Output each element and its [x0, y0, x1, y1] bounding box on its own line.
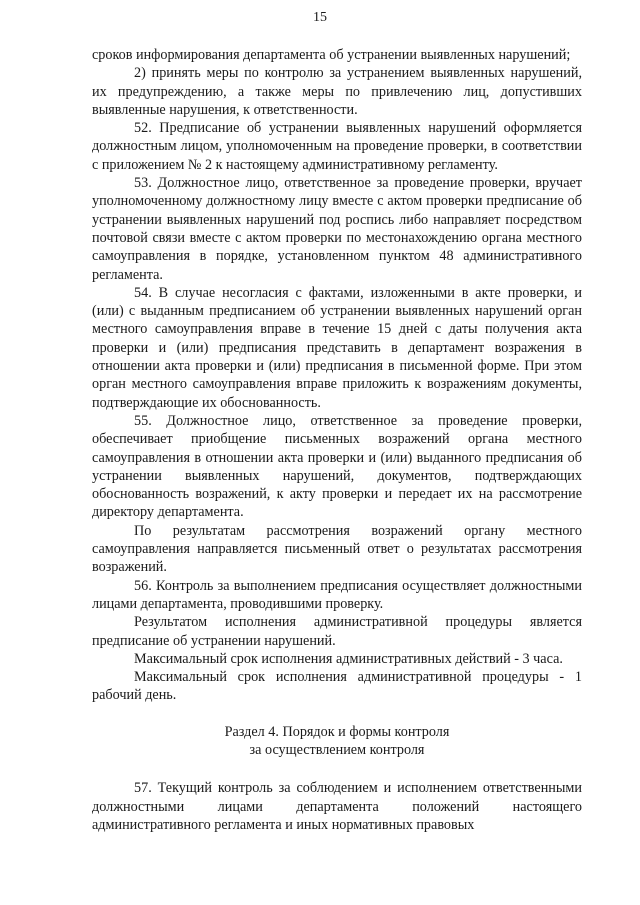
section-heading	[92, 723, 582, 760]
paragraphs-before	[92, 46, 582, 705]
paragraph: По результатам рассмотрения возражений органу местного самоуправления направляется письменный ответ о результатах рассмотрения возражений.	[92, 522, 582, 576]
section-heading-line: за осуществлением контроля	[249, 741, 425, 758]
paragraph: 54. В случае несогласия с фактами, изложенными в акте проверки, и (или) с выданным предписанием об устранении выявленных нарушений орган местного самоуправления вправе в течение 15 дней с даты получения акта проверки и (или) предписания представить в департамент возражения в отношении акта проверки и (или) предписания в письменной форме. При этом орган местного самоуправления вправе приложить к возражениям документы, подтверждающие их обоснованность.	[92, 284, 582, 411]
paragraph: 2) принять меры по контролю за устранением выявленных нарушений, их предупреждению, а также меры по привлечению лиц, допустивших выявленные нарушения, к ответственности.	[92, 65, 582, 118]
section-heading-line: Раздел 4. Порядок и формы контроля	[224, 723, 450, 740]
page-number: 15	[313, 10, 327, 25]
paragraph: 56. Контроль за выполнением предписания осуществляет должностными лицами департамента, проводившими проверку.	[92, 577, 582, 612]
paragraph: 55. Должностное лицо, ответственное за проведение проверки, обеспечивает приобщение письменных возражений органа местного самоуправления в отношении акта проверки и (или) выданного предписания об устранении выявленных нарушений, документов, подтверждающих обоснованность возражений, к акту проверки и передает их на рассмотрение директору департамента.	[92, 412, 582, 521]
paragraphs-after	[92, 779, 582, 834]
paragraph: Максимальный срок исполнения административной процедуры - 1 рабочий день.	[92, 669, 582, 704]
document-body	[92, 46, 582, 834]
paragraph: Максимальный срок исполнения административных действий - 3 часа.	[134, 650, 563, 667]
paragraph: Результатом исполнения административной процедуры является предписание об устранении нарушений.	[92, 614, 582, 649]
paragraph: сроков информирования департамента об устранении выявленных нарушений;	[92, 47, 571, 63]
paragraph: 53. Должностное лицо, ответственное за проведение проверки, вручает уполномоченному должностному лицу вместе с актом проверки предписание об устранении выявленных нарушений под роспись либо направляет посредством почтовой связи вместе с актом проверки по местонахождению органа местного самоуправления в порядке, установленном пунктом 48 административного регламента.	[92, 175, 582, 283]
paragraph: 52. Предписание об устранении выявленных нарушений оформляется должностным лицом, уполномоченным на проведение проверки, в соответствии с приложением № 2 к настоящему административному регламенту.	[92, 120, 582, 173]
paragraph: 57. Текущий контроль за соблюдением и исполнением ответственными должностными лицами департамента положений настоящего административного регламента и иных нормативных правовых	[92, 780, 582, 833]
